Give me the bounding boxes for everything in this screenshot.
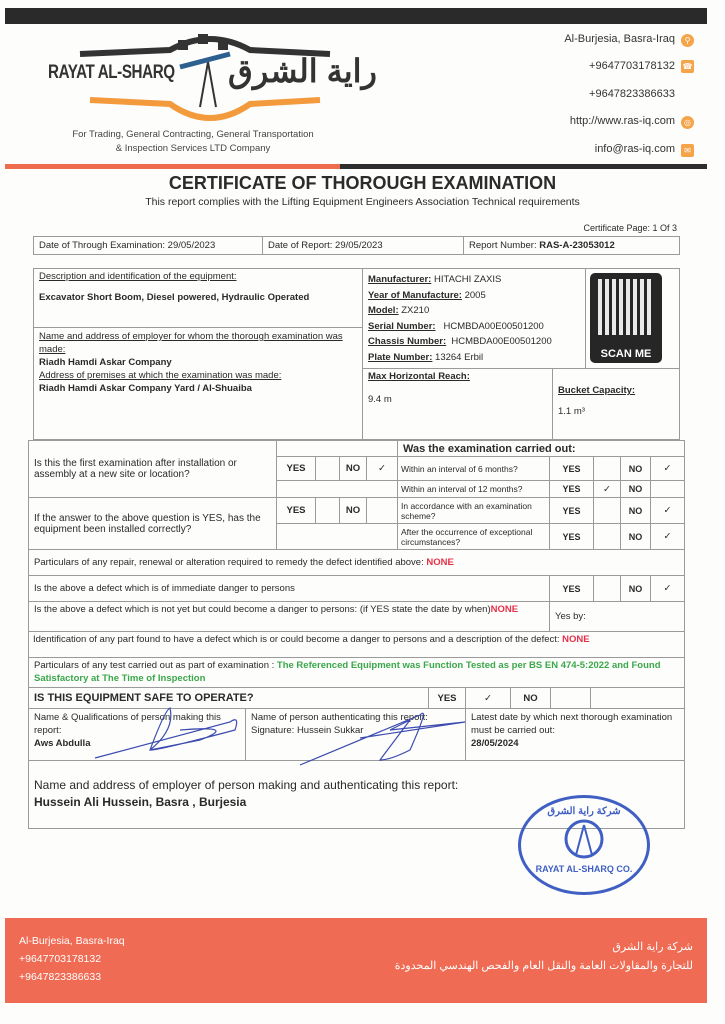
stamp-text-en: RAYAT AL-SHARQ CO. xyxy=(535,864,633,874)
q2-yes[interactable]: YES xyxy=(276,497,316,524)
report-number xyxy=(463,236,680,255)
spec-label: Manufacturer: xyxy=(368,274,432,285)
top-bar xyxy=(5,8,707,24)
report-number-label: Report Number: xyxy=(469,240,540,251)
certificate-subtitle: This report complies with the Lifting Equipment Engineers Association Technical requirements xyxy=(145,196,580,208)
logo-text-ar: راية الشرق xyxy=(228,53,377,89)
danger-no[interactable]: NO xyxy=(620,575,651,602)
report-date-text: Date of Report: 29/05/2023 xyxy=(268,240,383,251)
footer-ar-name: شركة راية الشرق xyxy=(612,941,693,953)
i2-no[interactable]: NO xyxy=(620,480,651,498)
premises-label: Address of premises at which the examination was made: xyxy=(39,370,282,381)
identification-label: Identification of any part found to have a defect which is or could become a danger to persons and a description of the defect: xyxy=(33,634,563,645)
maker-label: Name & Qualifications of person making this report: xyxy=(34,712,221,736)
blank xyxy=(590,687,685,709)
bucket-value: 1.1 m³ xyxy=(558,406,585,417)
contact-email[interactable]: info@ras-iq.com xyxy=(594,143,675,155)
i3-no-check[interactable]: ✓ xyxy=(650,497,685,524)
contact-phone-2: +9647823386633 xyxy=(589,88,675,100)
safe-no[interactable]: NO xyxy=(510,687,551,709)
future-danger-row xyxy=(28,601,550,632)
tagline-line: & Inspection Services LTD Company xyxy=(115,143,271,154)
footer-phone-1: +9647703178132 xyxy=(19,953,102,965)
test-row xyxy=(28,657,685,688)
i1-no[interactable]: NO xyxy=(620,456,651,481)
interval-12-months: Within an interval of 12 months? xyxy=(397,480,550,498)
contact-phone-1: +9647703178132 xyxy=(589,60,675,72)
i4-no-check[interactable]: ✓ xyxy=(650,523,685,550)
repair-value: NONE xyxy=(426,557,454,568)
interval-scheme: In accordance with an examination scheme? xyxy=(397,497,550,524)
q2-text: If the answer to the above question is YES, has the equipment been installed correctly? xyxy=(34,512,261,535)
report-number-value: RAS-A-23053012 xyxy=(539,240,615,251)
max-reach xyxy=(362,368,553,440)
safe-no-box[interactable] xyxy=(550,687,591,709)
immediate-danger-question: Is the above a defect which is of immediate danger to persons xyxy=(28,575,550,602)
divider-orange xyxy=(5,164,340,169)
reach-label: Max Horizontal Reach: xyxy=(368,371,470,382)
company-stamp xyxy=(518,795,650,895)
footer-address: Al-Burjesia, Basra-Iraq xyxy=(19,935,125,947)
blank xyxy=(276,480,398,498)
safe-to-operate-question: IS THIS EQUIPMENT SAFE TO OPERATE? xyxy=(28,687,429,709)
identification-row xyxy=(28,631,685,658)
bucket-label: Bucket Capacity: xyxy=(558,385,636,396)
interval-6-months: Within an interval of 6 months? xyxy=(397,456,550,481)
q2-no-box[interactable] xyxy=(366,497,398,524)
next-exam-cell xyxy=(465,708,685,761)
blank xyxy=(276,523,398,550)
auth-label: Name of person authenticating this report: xyxy=(251,712,428,723)
test-value: The Referenced Equipment was Function Tested as per BS EN 474-5:2022 and Found Satisfactory at The Time of Inspection xyxy=(34,660,661,684)
bucket-capacity xyxy=(552,368,680,440)
exam-date-text: Date of Through Examination: 29/05/2023 xyxy=(39,240,216,251)
qr-code-icon xyxy=(598,279,654,335)
phone-icon: ☎ xyxy=(682,62,693,71)
maker-name: Aws Abdulla xyxy=(34,738,91,749)
i4-no[interactable]: NO xyxy=(620,523,651,550)
spec-chassis xyxy=(368,334,580,350)
spec-plate xyxy=(368,350,580,366)
contact-address: Al-Burjesia, Basra-Iraq xyxy=(564,33,675,45)
i3-yes-box[interactable] xyxy=(593,497,621,524)
location-pin-icon: ⚲ xyxy=(681,34,694,47)
employer-value: Riadh Hamdi Askar Company xyxy=(39,357,172,368)
employer-label: Name and address of employer for whom the thorough examination was made: xyxy=(39,331,343,355)
i1-no-check[interactable]: ✓ xyxy=(650,456,685,481)
spec-value: HCMBDA00E00501200 xyxy=(446,336,552,347)
q2-no[interactable]: NO xyxy=(339,497,367,524)
desc-value: Excavator Short Boom, Diesel powered, Hydraulic Operated xyxy=(39,292,310,303)
certificate-title: CERTIFICATE OF THOROUGH EXAMINATION xyxy=(168,173,557,193)
premises-value: Riadh Hamdi Askar Company Yard / Al-Shuaiba xyxy=(39,383,252,394)
logo-text-en: RAYAT AL-SHARQ xyxy=(48,62,175,83)
tagline-line: For Trading, General Contracting, General Transportation xyxy=(72,129,314,140)
spec-label: Chassis Number: xyxy=(368,336,447,347)
exam-date xyxy=(33,236,263,255)
spec-year xyxy=(368,288,580,304)
employer-of-person-label: Name and address of employer of person making and authenticating this report: xyxy=(34,778,459,792)
email-icon: ✉ xyxy=(681,144,694,157)
divider-dark xyxy=(340,164,707,169)
spec-value: 2005 xyxy=(461,289,486,301)
next-exam-date: 28/05/2024 xyxy=(471,738,519,749)
danger-yes-box[interactable] xyxy=(593,575,621,602)
q2-yes-box[interactable] xyxy=(315,497,340,524)
employer-of-person-value: Hussein Ali Hussein, Basra , Burjesia xyxy=(34,795,247,809)
spec-label: Plate Number: xyxy=(368,351,433,363)
q1-no-check[interactable]: ✓ xyxy=(366,456,398,481)
i4-yes-box[interactable] xyxy=(593,523,621,550)
reach-value: 9.4 m xyxy=(368,394,392,405)
q1-no[interactable]: NO xyxy=(339,456,367,481)
repair-row xyxy=(28,549,685,576)
safe-yes[interactable]: YES xyxy=(428,687,466,709)
i2-yes-check[interactable]: ✓ xyxy=(593,480,621,498)
i2-no-box[interactable] xyxy=(650,480,685,498)
carried-out-header: Was the examination carried out: xyxy=(397,440,685,457)
footer-contacts xyxy=(19,932,125,986)
i4-yes[interactable]: YES xyxy=(549,523,594,550)
danger-no-check[interactable]: ✓ xyxy=(650,575,685,602)
stamp-text-ar: شركة راية الشرق xyxy=(547,806,621,817)
footer xyxy=(5,918,707,1003)
footer-phone-2: +9647823386633 xyxy=(19,971,102,983)
qr-code[interactable] xyxy=(590,273,662,363)
spec-value: HITACHI ZAXIS xyxy=(431,274,502,285)
company-tagline xyxy=(48,128,338,156)
employer-info xyxy=(33,327,363,440)
footer-ar-desc: للتجارة والمقاولات العامة والنقل العام والفحص الهندسي المحدودة xyxy=(394,960,693,972)
spec-value: HCMBDA00E00501200 xyxy=(435,320,544,332)
blank xyxy=(276,440,398,457)
i3-no[interactable]: NO xyxy=(620,497,651,524)
yes-by-field[interactable]: Yes by: xyxy=(549,601,685,632)
spec-value: ZX210 xyxy=(398,305,430,316)
auth-name: Signature: Hussein Sukkar xyxy=(251,725,364,736)
future-danger-question: Is the above a defect which is not yet but could become a danger to persons: (if YES state the date by when) xyxy=(34,604,491,615)
q-first-exam xyxy=(28,440,277,498)
spec-manufacturer xyxy=(368,272,580,288)
danger-yes[interactable]: YES xyxy=(549,575,594,602)
stamp-rig-icon xyxy=(554,817,614,861)
spec-label: Serial Number: xyxy=(368,320,436,332)
spec-value: 13264 Erbil xyxy=(432,351,484,363)
equipment-specs xyxy=(362,268,586,369)
test-label: Particulars of any test carried out as part of examination : xyxy=(34,660,277,671)
desc-label: Description and identification of the equipment: xyxy=(39,271,237,282)
signature-marks-icon xyxy=(90,700,470,770)
certificate-page: Certificate Page: 1 Of 3 xyxy=(583,223,677,233)
contact-website[interactable]: http://www.ras-iq.com xyxy=(569,115,675,127)
safe-yes-check[interactable]: ✓ xyxy=(465,687,511,709)
spec-serial xyxy=(368,319,580,335)
interval-exceptional: After the occurrence of exceptional circumstances? xyxy=(397,523,550,550)
spec-label: Year of Manufacture: xyxy=(368,289,462,301)
q-installed-correctly xyxy=(28,497,277,550)
i2-yes[interactable]: YES xyxy=(549,480,594,498)
future-danger-value: NONE xyxy=(490,604,519,615)
globe-icon: ◎ xyxy=(681,116,694,129)
i3-yes[interactable]: YES xyxy=(549,497,594,524)
repair-label: Particulars of any repair, renewal or alteration required to remedy the defect identified above: xyxy=(34,557,427,568)
i1-yes[interactable]: YES xyxy=(549,456,594,481)
spec-model xyxy=(368,303,580,319)
report-date xyxy=(262,236,464,255)
footer-arabic xyxy=(395,938,693,976)
q1-yes-box[interactable] xyxy=(315,456,340,481)
i1-yes-box[interactable] xyxy=(593,456,621,481)
spec-label: Model: xyxy=(368,305,399,316)
next-exam-label: Latest date by which next thorough examination must be carried out: xyxy=(471,712,673,736)
q1-yes[interactable]: YES xyxy=(276,456,316,481)
q1-text: Is this the first examination after installation or assembly at a new site or location? xyxy=(34,458,237,480)
scan-me-label: SCAN ME xyxy=(600,348,652,360)
identification-value: NONE xyxy=(562,634,590,645)
equipment-description xyxy=(33,268,363,328)
